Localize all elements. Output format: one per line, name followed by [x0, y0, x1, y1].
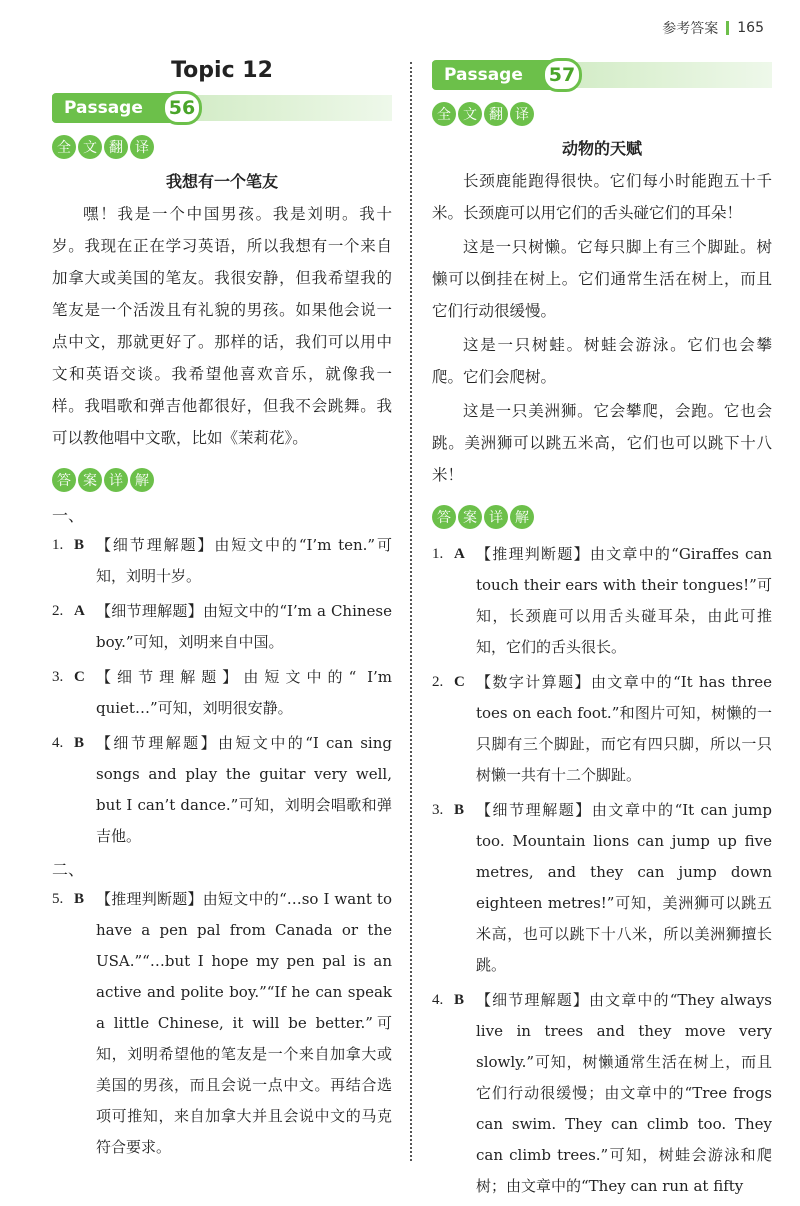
answer-explanation: 【推理判断题】由文章中的“Giraffes can touch their ears with their tongues!”可知，长颈鹿可以用舌头碰耳朵，由此可推知，它们的舌头很长。 — [476, 545, 772, 656]
tag-char: 详 — [484, 505, 508, 529]
passage-label: Passage — [52, 93, 182, 123]
answer-number: 3. — [52, 669, 64, 685]
header-section: 参考答案 — [662, 21, 719, 37]
answer-item — [52, 596, 392, 658]
answer-letter: B — [74, 735, 85, 751]
topic-title: Topic 12 — [171, 58, 273, 83]
tag-char: 文 — [458, 102, 482, 126]
answer-explanation: 【细节理解题】由文章中的“It can jump too. Mountain lions can jump up five metres, and they can jump down eighteen metres!”可知，美洲狮可以跳五米高，也可以跳下十八米，所以美洲狮擅长跳。 — [476, 801, 772, 974]
answer-number: 5. — [52, 891, 64, 907]
answer-item — [432, 985, 772, 1202]
article-paragraph: 这是一只树懒。它每只脚上有三个脚趾。树懒可以倒挂在树上。它们通常生活在树上，而且它们行动很缓慢。 — [432, 238, 772, 320]
tag-char: 全 — [432, 102, 456, 126]
answer-letter: B — [74, 537, 85, 553]
answer-number: 2. — [432, 674, 444, 690]
answer-letter: C — [454, 674, 465, 690]
answer-item — [432, 795, 772, 981]
article-paragraph: 嘿！我是一个中国男孩。我是刘明。我十岁。我现在正在学习英语，所以我想有一个来自加拿大或美国的笔友。我很安静，但我希望我的笔友是一个活泼且有礼貌的男孩。如果他会说一点中文，那就更好了。那样的话，我们可以用中文和英语交谈。我希望他喜欢音乐，就像我一样。我唱歌和弹吉他都很好，但我不会跳舞。我可以教他唱中文歌，比如《茉莉花》。 — [52, 205, 392, 447]
answer-explanation: 【细节理解题】由短文中的“I’m ten.”可知，刘明十岁。 — [96, 536, 392, 585]
answer-item — [52, 662, 392, 724]
answer-number: 4. — [432, 992, 444, 1008]
answer-explanation: 【细节理解题】由短文中的“I’m a Chinese boy.”可知，刘明来自中国。 — [96, 602, 392, 651]
answer-letter: B — [74, 891, 85, 907]
passage-56-banner — [52, 91, 392, 125]
article-title: 我想有一个笔友 — [165, 172, 278, 191]
answer-item — [52, 530, 392, 592]
answer-letter: A — [454, 546, 465, 562]
tag-char: 文 — [78, 135, 102, 159]
tag-char: 答 — [52, 468, 76, 492]
answer-explanation: 【细节理解题】由短文中的“ I’m quiet…”可知，刘明很安静。 — [96, 668, 392, 717]
answer-item — [432, 539, 772, 663]
answer-tag — [52, 468, 392, 492]
passage-number: 57 — [542, 58, 582, 92]
part-heading: 一、 — [52, 506, 85, 525]
passage-label: Passage — [432, 60, 562, 90]
answer-item — [52, 884, 392, 1163]
tag-char: 全 — [52, 135, 76, 159]
tag-char: 解 — [510, 505, 534, 529]
answer-letter: C — [74, 669, 85, 685]
passage-57-banner — [432, 58, 772, 92]
answer-explanation: 【细节理解题】由短文中的“I can sing songs and play the guitar very well, but I can’t dance.”可知，刘明会唱歌和弹吉他。 — [96, 734, 392, 845]
translation-tag — [432, 102, 772, 126]
page-header — [662, 18, 764, 38]
answer-number: 4. — [52, 735, 64, 751]
tag-char: 译 — [510, 102, 534, 126]
translation-tag — [52, 135, 392, 159]
tag-char: 解 — [130, 468, 154, 492]
answer-letter: A — [74, 603, 85, 619]
answer-explanation: 【推理判断题】由短文中的“…so I want to have a pen pal from Canada or the USA.”“…but I hope my pen pal is an active and polite boy.”“If he can speak a little Chinese, it will be better.”可知，刘明希望他的笔友是一个来自加拿大或美国的男孩，而且会说一点中文。再结合选项可推知，来自加拿大并且会说中文的马克符合要求。 — [96, 890, 392, 1156]
answer-item — [432, 667, 772, 791]
part-heading: 二、 — [52, 860, 85, 879]
passage-number: 56 — [162, 91, 202, 125]
answer-number: 3. — [432, 802, 444, 818]
page-number: 165 — [737, 20, 764, 36]
answer-letter: B — [454, 992, 465, 1008]
article-paragraph: 这是一只美洲狮。它会攀爬，会跑。它也会跳。美洲狮可以跳五米高，它们也可以跳下十八米！ — [432, 402, 772, 484]
article-paragraph: 长颈鹿能跑得很快。它们每小时能跑五十千米。长颈鹿可以用它们的舌头碰它们的耳朵！ — [432, 172, 772, 222]
tag-char: 翻 — [484, 102, 508, 126]
answer-number: 2. — [52, 603, 64, 619]
right-column — [432, 58, 772, 1206]
answer-number: 1. — [432, 546, 444, 562]
answer-letter: B — [454, 802, 465, 818]
article-paragraph: 这是一只树蛙。树蛙会游泳。它们也会攀爬。它们会爬树。 — [432, 336, 772, 386]
left-column — [52, 58, 392, 1167]
answer-tag — [432, 505, 772, 529]
tag-char: 译 — [130, 135, 154, 159]
answer-explanation: 【数字计算题】由文章中的“It has three toes on each foot.”和图片可知，树懒的一只脚有三个脚趾，而它有四只脚，所以一只树懒一共有十二个脚趾。 — [476, 673, 772, 784]
header-divider — [726, 21, 729, 35]
tag-char: 案 — [78, 468, 102, 492]
article-title: 动物的天赋 — [561, 139, 642, 158]
tag-char: 详 — [104, 468, 128, 492]
answer-number: 1. — [52, 537, 64, 553]
column-divider — [410, 62, 412, 1161]
tag-char: 案 — [458, 505, 482, 529]
answer-item — [52, 728, 392, 852]
tag-char: 答 — [432, 505, 456, 529]
answer-explanation: 【细节理解题】由文章中的“They always live in trees and they move very slowly.”可知，树懒通常生活在树上，而且它们行动很缓慢；由文章中的“Tree frogs can swim. They can climb too. They can climb trees.”可知，树蛙会游泳和爬树；由文章中的“They can run at fifty — [476, 991, 772, 1195]
tag-char: 翻 — [104, 135, 128, 159]
